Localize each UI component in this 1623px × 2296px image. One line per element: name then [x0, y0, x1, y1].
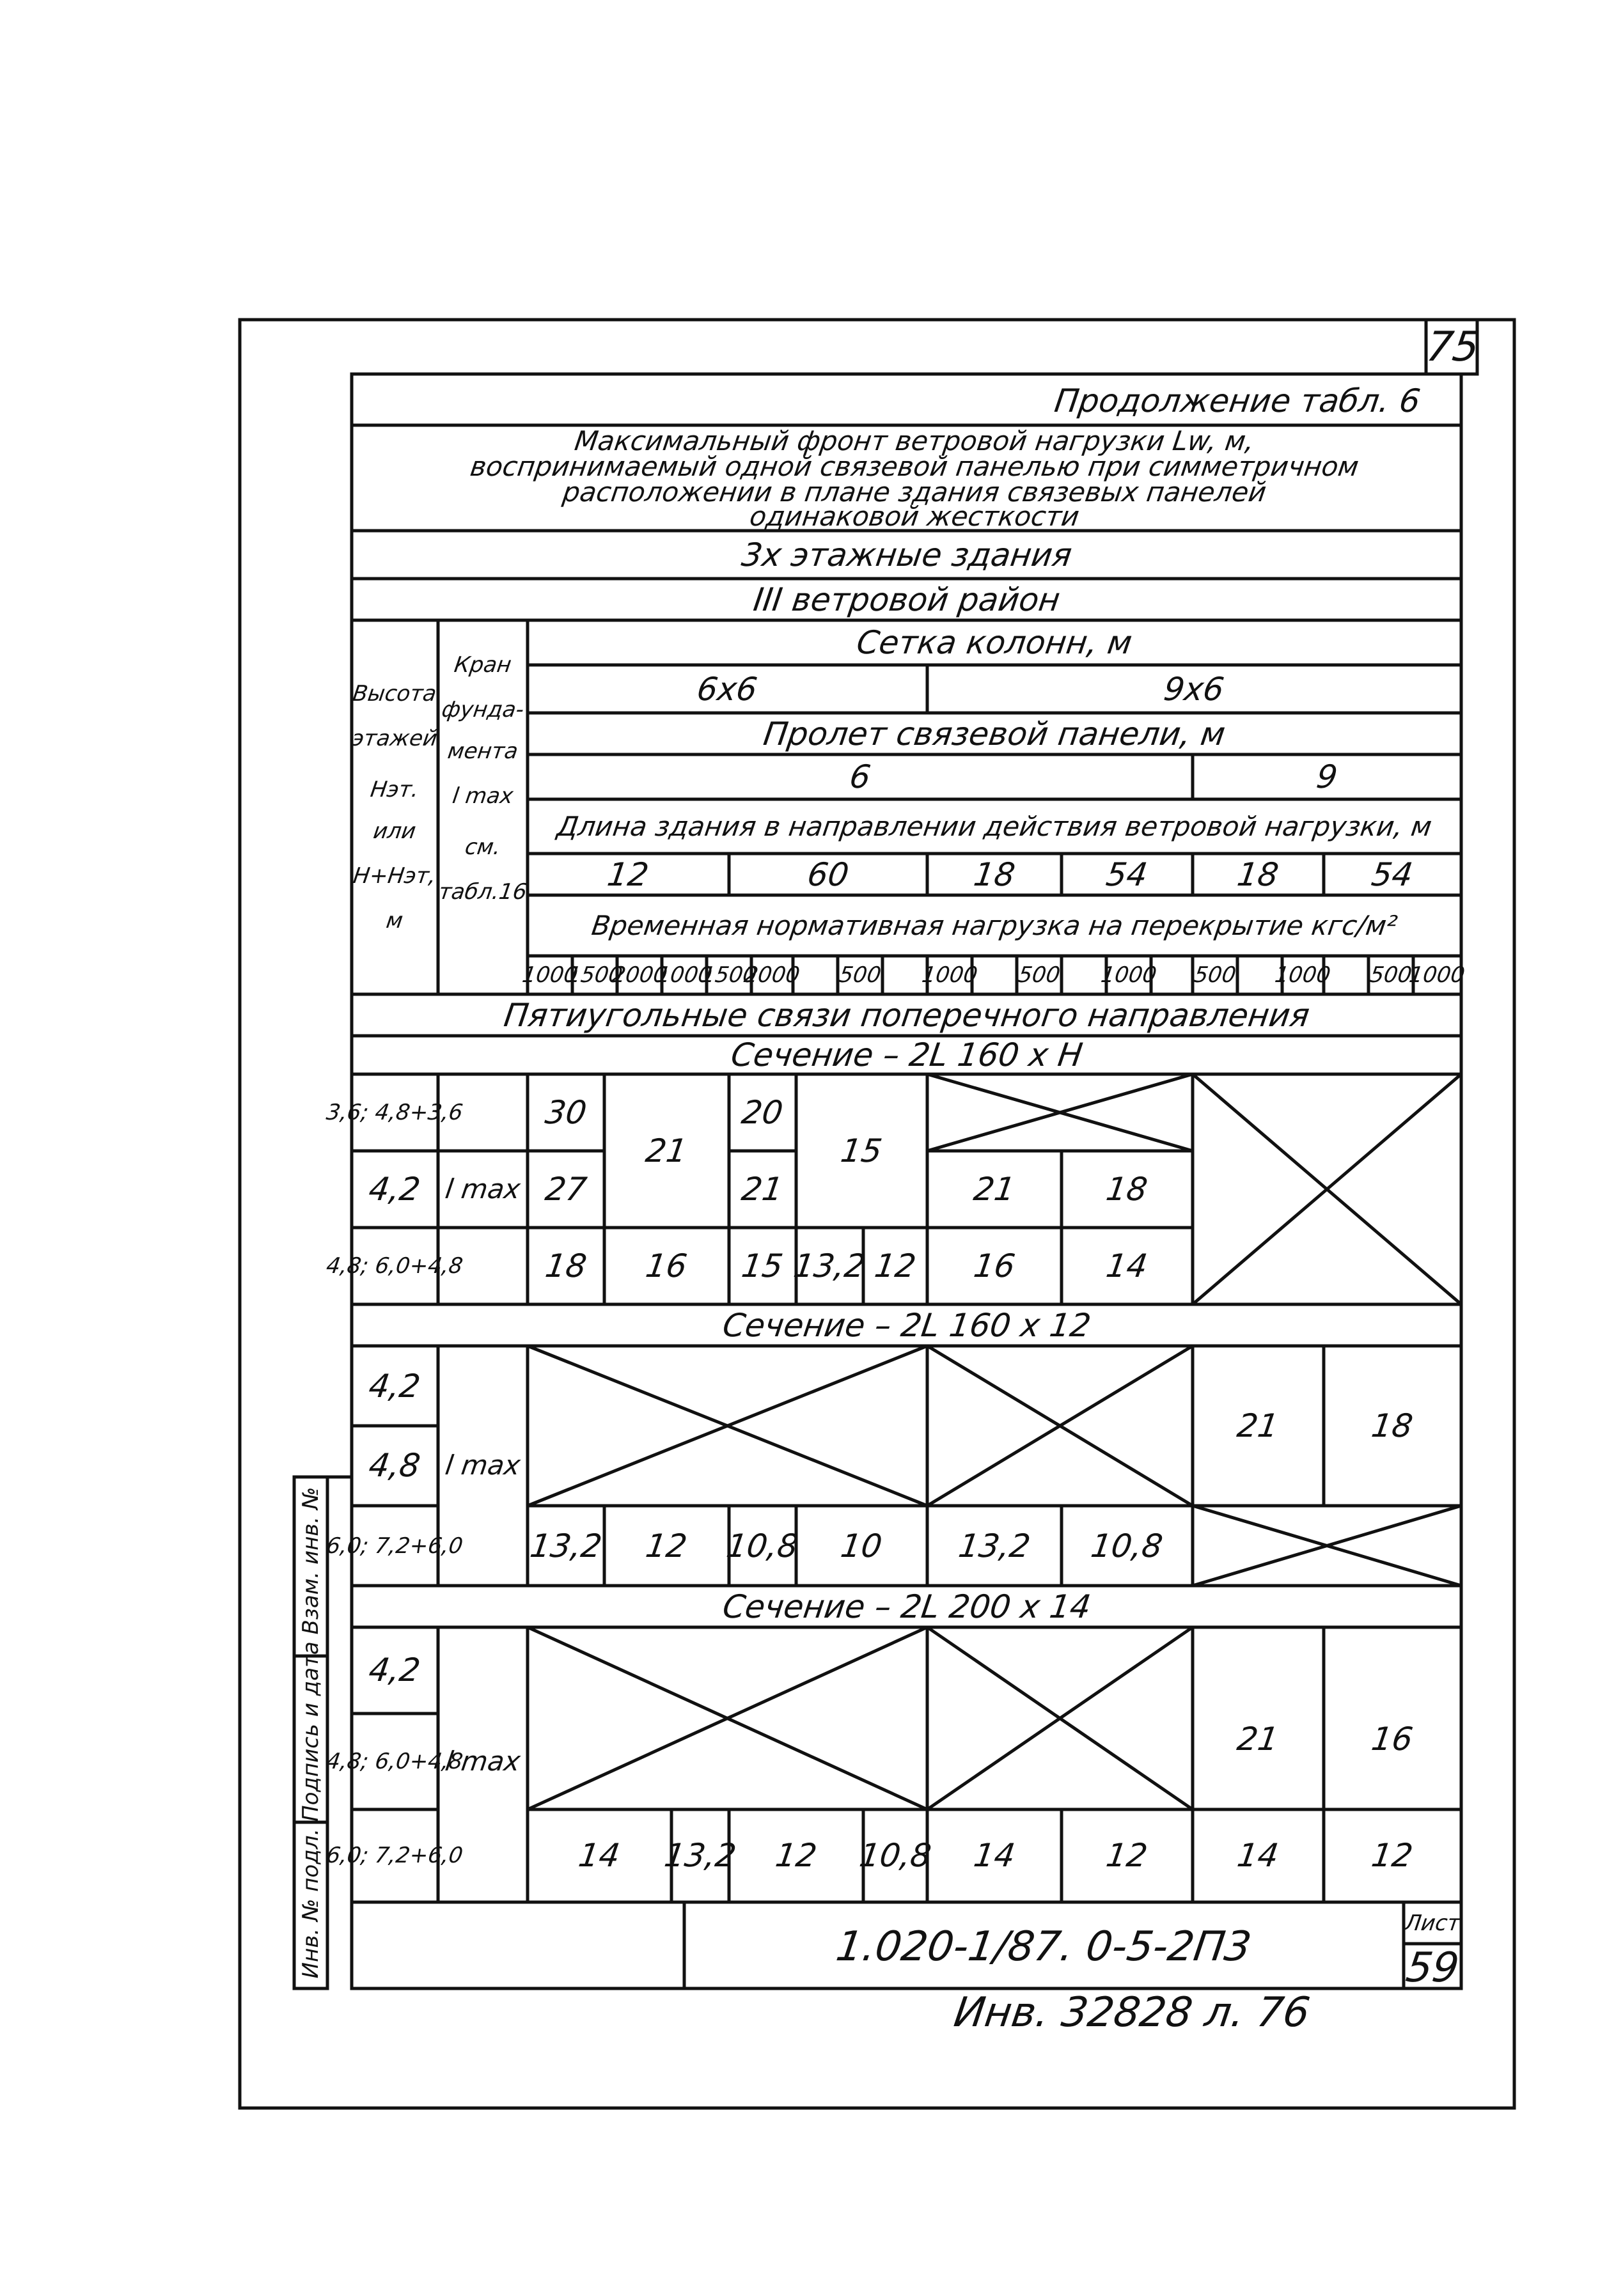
load-14: 1000: [1407, 962, 1467, 988]
description-line-2: воспринимаемый одной связевой панелью при симметричном: [468, 451, 1361, 482]
section-1-value: 15: [838, 1132, 884, 1169]
section-1-lmax: l max: [443, 1173, 522, 1205]
section-3-value: 10,8: [857, 1837, 934, 1874]
section-1-value: 21: [739, 1171, 785, 1208]
bracing-title: Пятиугольные связи поперечного направления: [501, 997, 1312, 1034]
foundation-label-2: фунда-: [440, 697, 526, 722]
section-1-value: 30: [543, 1094, 589, 1131]
section-3-value: 12: [1104, 1837, 1150, 1874]
section-3-value: 21: [1235, 1721, 1281, 1758]
length-5: 18: [1235, 856, 1281, 893]
foundation-label-6: табл.16: [437, 879, 529, 905]
section-3-lmax: l max: [443, 1745, 522, 1777]
section-2-lmax: l max: [443, 1449, 522, 1481]
height-label-3: Нэт.: [368, 777, 421, 802]
load-1: 1000: [520, 962, 580, 988]
section-1-value: 12: [872, 1247, 918, 1285]
section-1-value: 20: [739, 1094, 785, 1131]
length-3: 18: [971, 856, 1017, 893]
load-8: 1000: [920, 962, 980, 988]
page-number: 75: [1423, 324, 1482, 371]
height-label-6: м: [384, 908, 405, 933]
section-1-height-3: 4,8; 6,0+4,8: [324, 1253, 465, 1279]
section-2-title: Сечение – 2L 160 х 12: [720, 1307, 1094, 1344]
section-3-value: 13,2: [662, 1837, 739, 1874]
grid-9x6: 9х6: [1161, 671, 1227, 708]
section-2-height-1: 4,2: [366, 1368, 423, 1405]
load-3: 2000: [609, 962, 670, 988]
section-3-height-2: 4,8; 6,0+4,8: [324, 1749, 465, 1774]
foundation-label-5: см.: [463, 834, 503, 860]
description-line-3: расположении в плане здания связевых панелей: [560, 476, 1269, 508]
section-2-value: 21: [1235, 1407, 1281, 1444]
length-2: 60: [805, 856, 851, 893]
table-continuation: Продолжение табл. 6: [1052, 382, 1423, 419]
load-11: 500: [1192, 962, 1238, 988]
section-1-value: 14: [1104, 1247, 1150, 1285]
section-3-value: 14: [1235, 1837, 1281, 1874]
height-label-2: этажей: [350, 726, 439, 751]
section-2-height-3: 6,0; 7,2+6,0: [324, 1533, 465, 1559]
load-2: 1500: [565, 962, 625, 988]
length-6: 54: [1369, 856, 1415, 893]
section-3-value: 16: [1369, 1721, 1415, 1758]
height-label-5: Н+Нэт,: [351, 863, 438, 889]
load-7: 500: [837, 962, 883, 988]
foundation-label-3: мента: [446, 738, 520, 764]
inventory-number: Инв. 32828 л. 76: [951, 1989, 1313, 2036]
section-3-value: 12: [1369, 1837, 1415, 1874]
span-9: 9: [1314, 758, 1340, 795]
load-label: Временная нормативная нагрузка на перекрытие кгс/м²: [590, 910, 1399, 941]
section-1-value: 18: [1104, 1171, 1150, 1208]
column-grid-label: Сетка колонн, м: [854, 624, 1134, 661]
description-line-4: одинаковой жесткости: [748, 501, 1081, 532]
section-2-value: 10,8: [1088, 1527, 1165, 1565]
description-line-1: Максимальный фронт ветровой нагрузки Lw, м,: [572, 425, 1257, 457]
wind-region: III ветровой район: [751, 581, 1063, 618]
section-1-height-2: 4,2: [366, 1171, 423, 1208]
length-4: 54: [1104, 856, 1150, 893]
building-type: 3х этажные здания: [739, 536, 1074, 574]
load-13: 500: [1368, 962, 1414, 988]
section-1-value: 16: [971, 1247, 1017, 1285]
section-1-value: 15: [739, 1247, 785, 1285]
grid-6x6: 6х6: [694, 671, 760, 708]
sheet-number: 59: [1403, 1944, 1462, 1992]
section-2-value: 12: [643, 1527, 689, 1565]
section-1-value: 13,2: [791, 1247, 868, 1285]
height-label-1: Высота: [351, 681, 438, 707]
section-2-value: 10,8: [724, 1527, 801, 1565]
section-3-height-1: 4,2: [366, 1652, 423, 1689]
load-5: 1500: [699, 962, 759, 988]
foundation-label-4: l max: [451, 783, 515, 809]
section-1-value: 16: [643, 1247, 689, 1285]
sheet-label: Лист: [1403, 1910, 1462, 1936]
section-2-value: 18: [1369, 1407, 1415, 1444]
section-1-value: 21: [971, 1171, 1017, 1208]
length-1: 12: [605, 856, 651, 893]
section-3-value: 14: [576, 1837, 622, 1874]
load-6: 2000: [742, 962, 802, 988]
section-3-height-3: 6,0; 7,2+6,0: [324, 1843, 465, 1868]
section-1-height-1: 3,6; 4,8+3,6: [324, 1100, 465, 1125]
section-3-value: 14: [971, 1837, 1017, 1874]
load-10: 1000: [1099, 962, 1159, 988]
section-2-value: 13,2: [528, 1527, 604, 1565]
foundation-label-1: Кран: [452, 652, 514, 678]
span-6: 6: [847, 758, 873, 795]
load-9: 500: [1016, 962, 1062, 988]
section-2-value: 10: [838, 1527, 884, 1565]
section-1-value: 21: [643, 1132, 689, 1169]
panel-span-label: Пролет связевой панели, м: [761, 715, 1228, 753]
height-label-4: или: [372, 818, 418, 844]
section-3-title: Сечение – 2L 200 х 14: [720, 1588, 1094, 1625]
section-1-value: 27: [543, 1171, 589, 1208]
side-stamp-text: Инв. № подл. Подпись и дата Взам. инв. №: [298, 1487, 324, 1979]
section-1-title: Сечение – 2L 160 х Н: [728, 1036, 1085, 1074]
load-12: 1000: [1273, 962, 1333, 988]
length-label: Длина здания в направлении действия ветровой нагрузки, м: [555, 811, 1434, 842]
document-code: 1.020-1/87. 0-5-2П3: [833, 1923, 1255, 1971]
section-2-height-2: 4,8: [366, 1447, 423, 1484]
load-4: 1000: [654, 962, 714, 988]
section-3-value: 12: [773, 1837, 819, 1874]
section-2-value: 13,2: [956, 1527, 1033, 1565]
section-1-value: 18: [543, 1247, 589, 1285]
